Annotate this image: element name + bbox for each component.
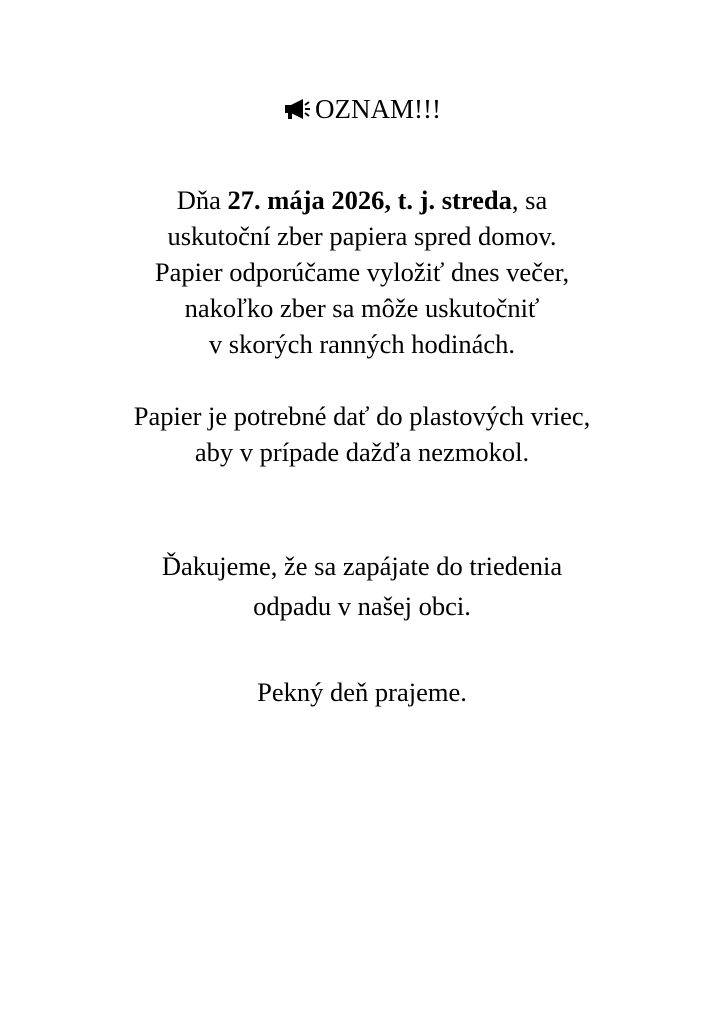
megaphone-icon: [283, 97, 311, 121]
date-intro: Dňa: [176, 185, 228, 215]
paragraph-line: nakoľko zber sa môže uskutočniť: [184, 293, 540, 323]
paragraph-bags: [0, 398, 724, 470]
paragraph-line: Papier odporúčame vyložiť dnes večer,: [154, 257, 570, 287]
collection-date: 27. mája 2026, t. j. streda: [227, 185, 512, 215]
paragraph-line: Papier je potrebné dať do plastových vriec,: [133, 401, 591, 431]
paragraph-line: v skorých ranných hodinách.: [208, 329, 516, 359]
paragraph-line: [0, 182, 724, 218]
notice-title: OZNAM!!!: [315, 94, 441, 124]
paragraph-line: aby v prípade dažďa nezmokol.: [194, 437, 530, 467]
paragraph-line: odpadu v našej obci.: [253, 591, 471, 621]
notice-heading: [0, 92, 724, 126]
paragraph-collection-date: [0, 182, 724, 362]
paragraph-line: Ďakujeme, že sa zapájate do triedenia: [161, 551, 563, 581]
paragraph-thanks: [0, 546, 724, 626]
paragraph-line: uskutoční zber papiera spred domov.: [167, 221, 557, 251]
paragraph-greeting: [0, 674, 724, 710]
paragraph-line: Pekný deň prajeme.: [257, 677, 467, 707]
date-outro: , sa: [511, 185, 548, 215]
